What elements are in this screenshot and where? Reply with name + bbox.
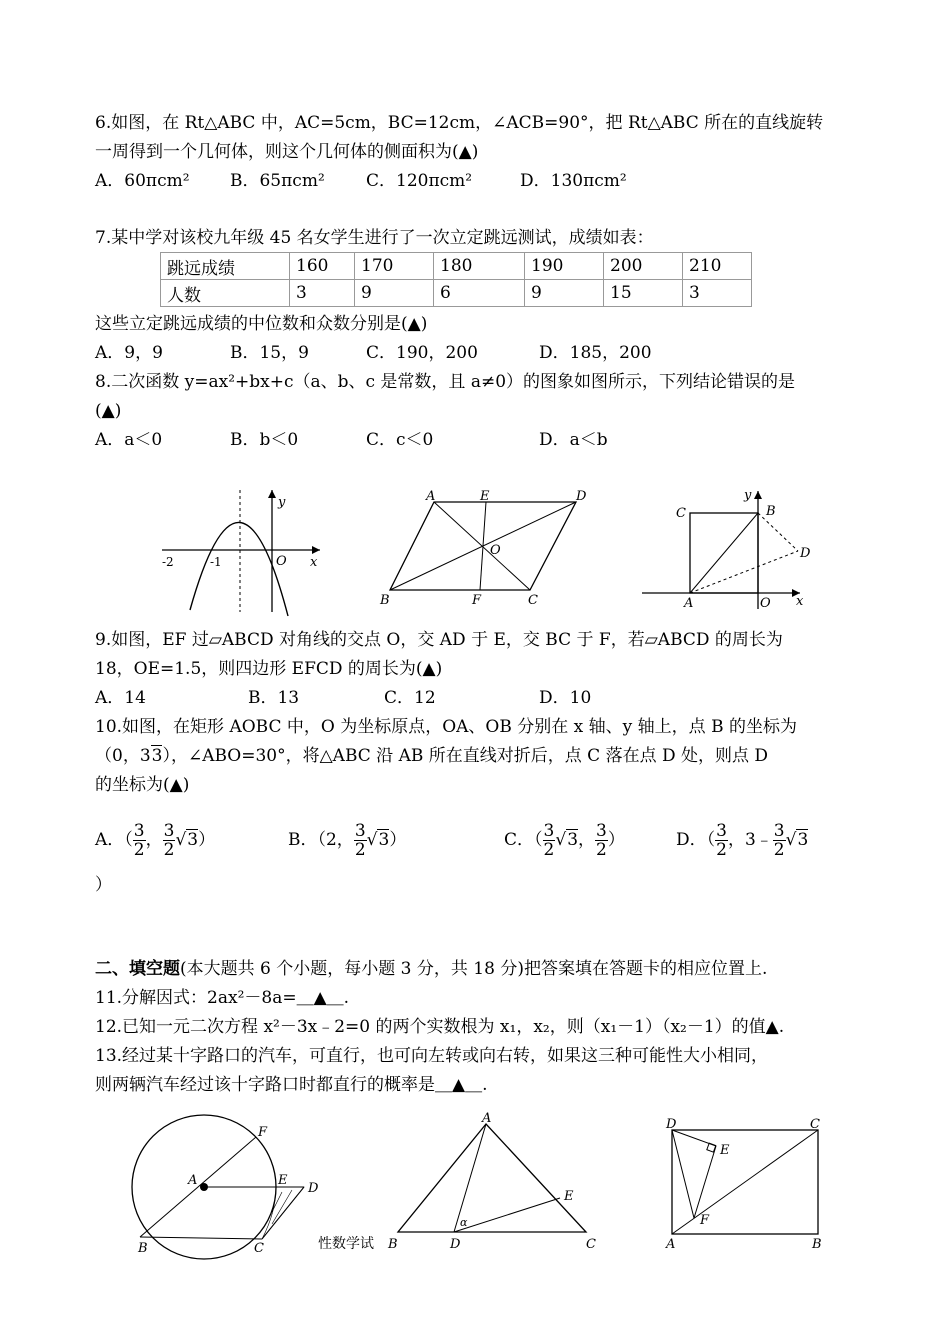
q6-stem-line1: 6.如图，在 Rt△ABC 中，AC=5cm，BC=12cm，∠ACB=90°，把 Rt△ABC 所在的直线旋转 (95, 113, 824, 133)
table-cell: 190 (525, 253, 604, 280)
label-C: C (528, 593, 538, 608)
q9-option-c: C．12 (384, 688, 436, 708)
label-E: E (720, 1143, 730, 1158)
q8-stem-line2: (▲) (95, 401, 122, 421)
q7-stem: 7.某中学对该校九年级 45 名女学生进行了一次立定跳远测试，成绩如表： (95, 228, 654, 248)
score-table (160, 252, 752, 307)
rectangle-figure (662, 1112, 837, 1252)
x-axis-label: x (796, 594, 804, 609)
table-cell: 9 (525, 280, 604, 307)
section2-heading (95, 958, 767, 980)
label-E: E (278, 1173, 288, 1188)
label-B: B (812, 1237, 822, 1252)
label-E: E (564, 1189, 574, 1204)
label-F: F (258, 1125, 268, 1140)
label-A: A (684, 596, 694, 611)
label-B: B (380, 593, 390, 608)
q9-stem-line1: 9.如图，EF 过▱ABCD 对角线的交点 O，交 AD 于 E，交 BC 于 F，若▱ABCD 的周长为 (95, 630, 783, 650)
tick-label-minus1: -1 (210, 555, 222, 569)
label-A: A (666, 1237, 676, 1252)
label-C: C (254, 1241, 264, 1256)
q8-option-a: A．a＜0 (95, 430, 163, 450)
q9-option-d: D．10 (539, 688, 592, 708)
origin-label: O (276, 554, 287, 569)
table-cell: 160 (290, 253, 355, 280)
label-O: O (760, 596, 771, 611)
q8-option-c: C．c＜0 (366, 430, 434, 450)
label-B: B (766, 504, 776, 519)
table-cell: 3 (683, 280, 752, 307)
y-axis-label: y (744, 488, 752, 503)
parallelogram-figure (378, 488, 598, 613)
label-D: D (576, 489, 587, 504)
triangle-figure (318, 1112, 608, 1252)
q12: 12.已知一元二次方程 x²－3x﹣2=0 的两个实数根为 x₁，x₂，则（x₁－1）（x₂－1）的值▲. (95, 1017, 785, 1037)
sqrt-3: 3 (151, 746, 163, 766)
label-A: A (426, 489, 436, 504)
table-row (161, 280, 752, 307)
label-A: A (188, 1173, 198, 1188)
q7-option-c: C．190，200 (366, 343, 478, 363)
q7-option-b: B．15，9 (230, 343, 309, 363)
table-cell: 180 (434, 253, 525, 280)
q13-line2: 则两辆汽车经过该十字路口时都直行的概率是＿▲＿. (95, 1075, 488, 1095)
q11: 11.分解因式：2ax²－8a=＿▲＿. (95, 988, 350, 1008)
q8-option-d: D．a＜b (539, 430, 608, 450)
label-A: A (482, 1111, 492, 1126)
section2-desc: (本大题共 6 个小题，每小题 3 分，共 18 分)把答案填在答题卡的相应位置上. (180, 959, 768, 979)
label-D: D (450, 1237, 461, 1252)
q6-option-d: D．130πcm² (520, 171, 627, 191)
label-D: D (308, 1181, 319, 1196)
table-cell: 200 (604, 253, 683, 280)
q6-option-b: B．65πcm² (230, 171, 325, 191)
label-C: C (810, 1117, 820, 1132)
label-C: C (586, 1237, 596, 1252)
q9-option-b: B．13 (248, 688, 300, 708)
label-B: B (138, 1241, 148, 1256)
q6-stem-line2: 一周得到一个几何体，则这个几何体的侧面积为(▲) (95, 142, 479, 162)
q10-option-a: A．（ $\frac{3}{2}$ ， $\frac{3}{2}$ √3） (95, 821, 216, 860)
q9-option-a: A．14 (95, 688, 146, 708)
q7-option-d: D．185，200 (539, 343, 652, 363)
label-B: B (388, 1237, 398, 1252)
q6-option-c: C．120πcm² (366, 171, 473, 191)
q6-option-a: A．60πcm² (95, 171, 190, 191)
label-F: F (472, 593, 482, 608)
parabola-figure (160, 488, 330, 616)
table-row (161, 253, 752, 280)
table-cell: 15 (604, 280, 683, 307)
watermark-fragment: 性数学试 (318, 1236, 374, 1252)
q7-question: 这些立定跳远成绩的中位数和众数分别是(▲) (95, 314, 428, 334)
table-cell: 跳远成绩 (161, 253, 290, 280)
table-cell: 人数 (161, 280, 290, 307)
label-F: F (700, 1213, 710, 1228)
table-cell: 210 (683, 253, 752, 280)
q10-option-b: B．（2， $\frac{3}{2}$ √3） (288, 821, 407, 860)
y-axis-label: y (278, 495, 286, 510)
q10-stem-line2: （0，33），∠ABO=30°，将△ABC 沿 AB 所在直线对折后，点 C 落在点 D 处，则点 D (95, 746, 769, 766)
table-cell: 3 (290, 280, 355, 307)
q10-option-d: D．（ $\frac{3}{2}$ ，3﹣ $\frac{3}{2}$ √3 (676, 821, 809, 860)
tick-label-minus2: -2 (162, 555, 174, 569)
q10-stem-line1: 10.如图，在矩形 AOBC 中，O 为坐标原点，OA、OB 分别在 x 轴、y 轴上，点 B 的坐标为 (95, 717, 797, 737)
q10-option-c: C．（ $\frac{3}{2}$ √3， $\frac{3}{2}$ ） (504, 821, 625, 860)
table-cell: 170 (355, 253, 434, 280)
rectangle-fold-figure (640, 485, 815, 610)
q8-option-b: B．b＜0 (230, 430, 299, 450)
q10-option-d-tail: ） (95, 875, 112, 895)
table-cell: 6 (434, 280, 525, 307)
label-E: E (480, 489, 490, 504)
q7-option-a: A．9，9 (95, 343, 163, 363)
q10-stem-line3: 的坐标为(▲) (95, 775, 190, 795)
label-O: O (490, 543, 501, 558)
label-D: D (666, 1117, 677, 1132)
table-cell: 9 (355, 280, 434, 307)
label-D: D (800, 546, 811, 561)
section2-title: 二、填空题 (95, 959, 180, 979)
x-axis-label: x (310, 555, 318, 570)
q9-stem-line2: 18，OE=1.5，则四边形 EFCD 的周长为(▲) (95, 659, 443, 679)
circle-figure (126, 1112, 336, 1257)
label-C: C (676, 506, 686, 521)
q8-stem-line1: 8.二次函数 y=ax²+bx+c（a、b、c 是常数，且 a≠0）的图象如图所示，下列结论错误的是 (95, 372, 796, 392)
q13-line1: 13.经过某十字路口的汽车，可直行，也可向左转或向右转，如果这三种可能性大小相同， (95, 1046, 769, 1066)
alpha-label: α (460, 1216, 468, 1229)
